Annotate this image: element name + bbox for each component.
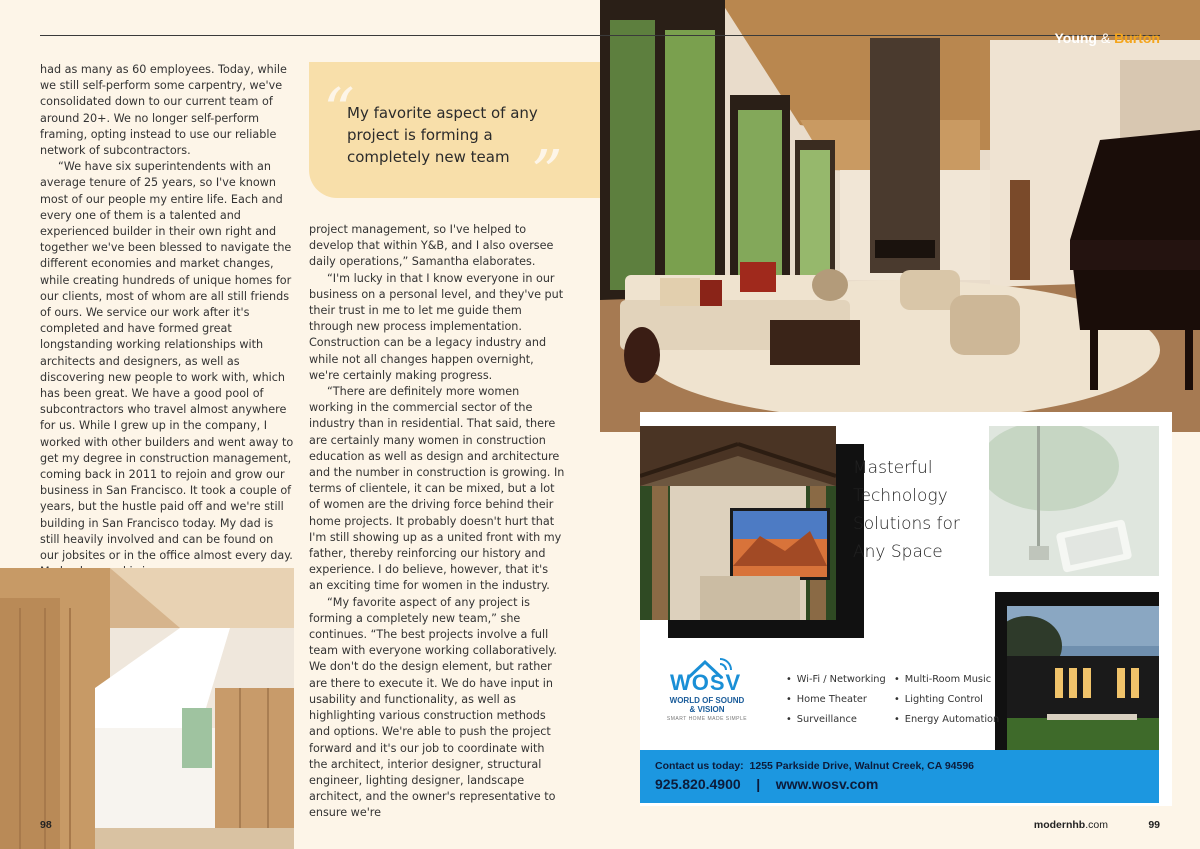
article-column-1 [40, 62, 294, 581]
wosv-logo [650, 656, 760, 726]
section-brand-tag [1054, 30, 1160, 46]
contact-separator: | [756, 776, 761, 792]
service-item: • Surveillance [786, 710, 886, 730]
site-name-suffix: .com [1085, 819, 1108, 831]
top-rule-left [40, 35, 600, 36]
brand-second: Burton [1114, 30, 1160, 46]
contact-website-link[interactable]: www.wosv.com [775, 776, 879, 792]
logo-name-line2: & VISION [689, 705, 725, 714]
outdoor-tv-photo [640, 426, 836, 620]
service-item: • Wi-Fi / Networking [786, 670, 886, 690]
page-number-right: 99 [1148, 819, 1160, 831]
contact-label: Contact us today: [655, 760, 744, 772]
paragraph: “My favorite aspect of any project is forming a completely new team,” she continues. “The best projects involve a full team with everyone working collaboratively. We don't do the design element, but rather are there to execute it. We do have input in usability and functionality, as well as highlighting various construction methods and options. We're able to push the project forward and it's our job to coordinate with the architect, interior designer, structural engineer, lighting designer, landscape architect, and the owner's representative to ensure we're [309, 595, 557, 820]
paragraph: had as many as 60 employees. Today, while we still self-perform some carpentry, we've consolidated down to our current team of around 20+. We no longer self-perform framing, opting instead to use our reliable network of subcontractors. [40, 63, 287, 158]
logo-name-line1: WORLD OF SOUND [669, 696, 745, 705]
logo-tagline: SMART HOME MADE SIMPLE [666, 716, 748, 722]
open-quote-icon: “ [323, 74, 355, 147]
logo-company-name [654, 696, 760, 714]
service-item: • Lighting Control [894, 690, 999, 710]
ad-headline: Masterful Technology Solutions for Any Space [853, 458, 960, 562]
paragraph: “I'm lucky in that I know everyone in our business on a personal level, and they've put their trust in me to let me guide them through new process implementation. Construction can be a legacy industry and while not all changes happen overnight, we're certainly making progress. [309, 271, 564, 382]
service-item: • Multi-Room Music [894, 670, 999, 690]
services-list-right [894, 670, 999, 730]
contact-address: 1255 Parkside Drive, Walnut Creek, CA 94596 [749, 760, 975, 772]
living-room-photo [600, 0, 1200, 432]
contact-phone[interactable]: 925.820.4900 [655, 776, 741, 792]
page-number-left: 98 [40, 819, 52, 831]
site-name-bold: modernhb [1033, 819, 1086, 831]
service-item: • Energy Automation [894, 710, 999, 730]
smart-panel-photo [989, 426, 1159, 576]
services-list-left [786, 670, 886, 730]
modern-house-photo [1007, 606, 1159, 756]
site-footer [1034, 819, 1108, 831]
paragraph: project management, so I've helped to develop that within Y&B, and I also oversee daily operations,” Samantha elaborates. [309, 223, 554, 269]
paragraph: “There are definitely more women working in the commercial sector of the industry than in residential. That said, there are certainly many women in construction education as well as design and architecture and the number in construction is growing. In terms of clientele, it can be mixed, but a lot of women are the driving force behind their home projects. It probably doesn't hurt that I'm still showing up as a united front with my father, thereby reinforcing our history and experience. I do believe, however, that it's an exciting time for women in the industry. [309, 385, 565, 593]
paragraph: “We have six superintendents with an average tenure of 25 years, so I've known most of our people my entire life. Each and every one of them is a talented and experienced builder in their own right and together we've been blessed to navigate the different economies and market changes, while creating hundreds of unique homes for our clients, most of whom are all still friends of ours. We service our work after it's completed and have formed great longstanding working relationships with architects and designers, as well as discovering new people to work with, which has been great. We have a good pool of subcontractors who travel almost anywhere for us. While I grew up in the company, I worked with other builders and went away to get my degree in construction management, coming back in 2011 to rejoin and grow our business in San Francisco. It took a couple of years, but the hustle paid off and we're still building in San Francisco today. My dad is still heavily involved and can be found on our jobsites or in the office almost every day. [40, 160, 294, 563]
pull-quote [309, 62, 600, 209]
brand-first: Young [1054, 30, 1097, 46]
close-quote-icon: ” [531, 136, 563, 209]
staircase-photo [0, 568, 294, 849]
contact-details [655, 776, 878, 792]
brand-amp: & [1100, 30, 1111, 46]
contact-bar [640, 750, 1159, 803]
logo-wordmark: WOSV [670, 670, 742, 695]
article-column-2 [309, 222, 565, 822]
pull-quote-text: My favorite aspect of any project is forming a completely new team [347, 104, 538, 166]
wosv-advertisement [640, 412, 1172, 806]
service-item: • Home Theater [786, 690, 886, 710]
contact-line [655, 760, 974, 772]
